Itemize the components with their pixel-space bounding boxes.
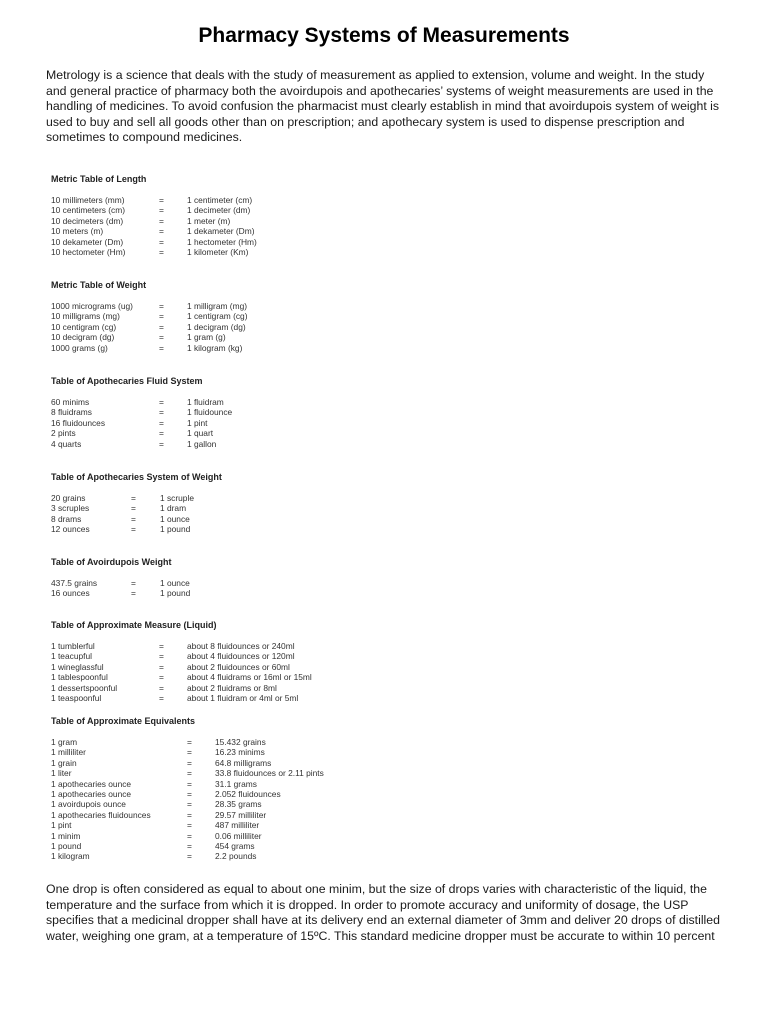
table-approximate-measure	[51, 619, 312, 703]
equivalent-value: 1 decigram (dg)	[187, 321, 246, 332]
unit-quantity: 10 decimeters (dm)	[51, 215, 124, 226]
unit-quantity: 1 apothecaries ounce	[51, 788, 132, 799]
equivalent-value: 33.8 fluidounces or 2.11 pints	[215, 768, 324, 779]
equivalent-value: 31.1 grams	[215, 778, 257, 789]
table-rows	[51, 493, 222, 535]
equals-sign: =	[187, 788, 192, 799]
unit-quantity: 4 quarts	[51, 438, 82, 449]
equivalent-value: about 2 fluidrams or 8ml	[187, 682, 277, 693]
unit-quantity: 1 tablespoonful	[51, 672, 108, 683]
table-row	[51, 809, 267, 820]
equivalent-value: 1 decimeter (dm)	[187, 205, 251, 216]
unit-quantity: 10 dekameter (Dm)	[51, 236, 124, 247]
equivalent-value: 15.432 grains	[215, 737, 266, 747]
unit-quantity: 1 kilogram	[51, 851, 90, 862]
equivalent-value: 454 grams	[215, 840, 255, 851]
equivalent-value: 64.8 milligrams	[215, 757, 272, 768]
equals-sign: =	[187, 830, 192, 841]
table-apothecaries-weight	[51, 471, 222, 535]
equals-sign: =	[159, 682, 164, 693]
equivalent-value: about 4 fluidounces or 120ml	[187, 651, 295, 662]
table-apothecaries-fluid	[51, 375, 233, 449]
table-row	[51, 503, 222, 513]
table-row	[51, 830, 262, 841]
equivalent-value: 1 kilometer (Km)	[187, 246, 249, 257]
unit-quantity: 1 liter	[51, 768, 72, 779]
equals-sign: =	[159, 428, 164, 439]
table-title: Metric Table of Weight	[51, 280, 147, 290]
unit-quantity: 1 tumblerful	[51, 641, 95, 651]
table-row	[51, 524, 222, 534]
equivalent-value: 1 ounce	[160, 513, 190, 524]
table-row	[51, 747, 265, 758]
table-row	[51, 417, 208, 428]
equals-sign: =	[131, 588, 136, 599]
unit-quantity: 20 grains	[51, 493, 86, 503]
equals-sign: =	[159, 205, 164, 216]
table-row	[51, 578, 190, 588]
table-title: Table of Apothecaries Fluid System	[51, 376, 203, 386]
unit-quantity: 1 apothecaries ounce	[51, 778, 132, 789]
equivalent-value: 1 meter (m)	[187, 215, 231, 226]
unit-quantity: 10 decigram (dg)	[51, 332, 115, 343]
equivalent-value: 2.052 fluidounces	[215, 788, 281, 799]
equivalent-value: 1 gram (g)	[187, 332, 226, 343]
unit-quantity: 8 fluidrams	[51, 407, 92, 418]
table-row	[51, 840, 255, 851]
table-row	[51, 641, 295, 651]
table-row	[51, 321, 246, 332]
unit-quantity: 8 drams	[51, 513, 82, 524]
table-row	[51, 651, 295, 662]
table-title: Table of Avoirdupois Weight	[51, 557, 172, 567]
unit-quantity: 1 avoirdupois ounce	[51, 799, 126, 810]
equals-sign: =	[131, 578, 136, 588]
unit-quantity: 10 millimeters (mm)	[51, 195, 125, 205]
equivalent-value: 1 centigram (cg)	[187, 311, 248, 322]
table-row	[51, 397, 224, 407]
equals-sign: =	[131, 493, 136, 503]
equals-sign: =	[159, 236, 164, 247]
equals-sign: =	[159, 342, 164, 353]
dropper-paragraph: One drop is often considered as equal to about one minim, but the size of drops varies with characteristic of the liquid, the temperature and the surface from which it is dropped. In order to promote accuracy and uniformity of dosage, the USP specifies that a medicinal dropper shall have at its delivery end an external diameter of 3mm and deliver 20 drops of distilled water, weighing one gram, at a temperature of 15ºC. This standard medicine dropper must be accurate to within 10 percent	[46, 882, 720, 943]
table-title: Table of Apothecaries System of Weight	[51, 472, 222, 482]
table-row	[51, 342, 243, 353]
unit-quantity: 16 ounces	[51, 588, 90, 599]
equals-sign: =	[159, 417, 164, 428]
equals-sign: =	[187, 799, 192, 810]
unit-quantity: 16 fluidounces	[51, 417, 106, 428]
equals-sign: =	[159, 692, 164, 703]
equals-sign: =	[159, 311, 164, 322]
table-row	[51, 799, 262, 810]
table-rows	[51, 195, 257, 257]
table-row	[51, 332, 226, 343]
equivalent-value: about 1 fluidram or 4ml or 5ml	[187, 692, 299, 703]
table-row	[51, 737, 266, 747]
table-rows	[51, 301, 248, 353]
equals-sign: =	[131, 503, 136, 514]
table-metric-length	[51, 173, 257, 257]
table-row	[51, 778, 257, 789]
unit-quantity: 10 milligrams (mg)	[51, 311, 120, 322]
table-row	[51, 672, 312, 683]
table-row	[51, 692, 299, 703]
unit-quantity: 1 teacupful	[51, 651, 92, 662]
table-row	[51, 820, 260, 831]
equivalent-value: 1 fluidram	[187, 397, 224, 407]
equals-sign: =	[159, 321, 164, 332]
equals-sign: =	[159, 215, 164, 226]
table-row	[51, 311, 248, 322]
equals-sign: =	[131, 524, 136, 535]
equivalent-value: 16.23 minims	[215, 747, 265, 758]
equals-sign: =	[159, 397, 164, 407]
equals-sign: =	[187, 851, 192, 862]
unit-quantity: 10 centigram (cg)	[51, 321, 117, 332]
equals-sign: =	[159, 195, 164, 205]
table-rows	[51, 397, 233, 449]
unit-quantity: 10 hectometer (Hm)	[51, 246, 126, 257]
table-row	[51, 428, 214, 439]
unit-quantity: 1 grain	[51, 757, 77, 768]
unit-quantity: 1 teaspoonful	[51, 692, 102, 703]
table-row	[51, 236, 257, 247]
equivalent-value: 1 fluidounce	[187, 407, 233, 418]
table-row	[51, 493, 222, 503]
unit-quantity: 1000 micrograms (ug)	[51, 301, 133, 311]
equivalent-value: 2.2 pounds	[215, 851, 257, 862]
table-row	[51, 215, 231, 226]
equivalent-value: 1 pound	[160, 588, 191, 599]
equivalent-value: 1 kilogram (kg)	[187, 342, 243, 353]
equivalent-value: 1 dram	[160, 503, 187, 514]
equals-sign: =	[187, 778, 192, 789]
unit-quantity: 12 ounces	[51, 524, 90, 535]
table-row	[51, 301, 248, 311]
equivalent-value: 1 milligram (mg)	[187, 301, 248, 311]
table-title: Table of Approximate Measure (Liquid)	[51, 620, 217, 630]
equivalent-value: about 4 fluidrams or 16ml or 15ml	[187, 672, 312, 683]
equals-sign: =	[159, 407, 164, 418]
table-row	[51, 788, 281, 799]
equivalent-value: 1 gallon	[187, 438, 217, 449]
unit-quantity: 437.5 grains	[51, 578, 98, 588]
table-row	[51, 768, 324, 779]
equivalent-value: 1 pint	[187, 417, 208, 428]
equivalent-value: 1 quart	[187, 428, 214, 439]
table-row	[51, 407, 233, 418]
equivalent-value: 1 dekameter (Dm)	[187, 226, 255, 237]
equals-sign: =	[159, 651, 164, 662]
equivalent-value: 28.35 grams	[215, 799, 262, 810]
table-row	[51, 195, 253, 205]
table-title: Metric Table of Length	[51, 174, 147, 184]
equivalent-value: about 2 fluidounces or 60ml	[187, 661, 290, 672]
equals-sign: =	[159, 301, 164, 311]
equals-sign: =	[159, 226, 164, 237]
table-row	[51, 246, 249, 257]
unit-quantity: 1 apothecaries fluidounces	[51, 809, 151, 820]
equals-sign: =	[187, 768, 192, 779]
equivalent-value: 1 scruple	[160, 493, 194, 503]
unit-quantity: 3 scruples	[51, 503, 90, 514]
unit-quantity: 10 meters (m)	[51, 226, 104, 237]
unit-quantity: 10 centimeters (cm)	[51, 205, 125, 216]
equals-sign: =	[159, 332, 164, 343]
intro-paragraph: Metrology is a science that deals with the study of measurement as applied to extension, volume and weight. In the study and general practice of pharmacy both the avoirdupois and apothecaries’ systems of weight measurements are used in the handling of medicines. To avoid confusion the pharmacist must clearly establish in mind that avoirdupois system of weight is used to buy and sell all goods other than on prescription; and apothecary system is used to dispense prescription and sometimes to compound medicines.	[46, 68, 720, 145]
page-title: Pharmacy Systems of Measurements	[198, 24, 570, 47]
unit-quantity: 1 dessertspoonful	[51, 682, 118, 693]
unit-quantity: 1 pound	[51, 840, 82, 851]
unit-quantity: 1000 grams (g)	[51, 342, 108, 353]
unit-quantity: 1 pint	[51, 820, 72, 831]
table-row	[51, 661, 290, 672]
equivalent-value: about 8 fluidounces or 240ml	[187, 641, 295, 651]
unit-quantity: 60 minims	[51, 397, 90, 407]
table-avoirdupois-weight	[51, 556, 191, 599]
equals-sign: =	[131, 513, 136, 524]
equivalent-value: 487 milliliter	[215, 820, 260, 831]
equivalent-value: 1 ounce	[160, 578, 190, 588]
equals-sign: =	[187, 747, 192, 758]
table-metric-weight	[51, 279, 248, 353]
table-row	[51, 438, 217, 449]
table-row	[51, 514, 222, 524]
unit-quantity: 1 milliliter	[51, 747, 86, 758]
equals-sign: =	[159, 661, 164, 672]
equivalent-value: 29.57 milliliter	[215, 809, 267, 820]
unit-quantity: 1 gram	[51, 737, 78, 747]
table-row	[51, 851, 257, 862]
equals-sign: =	[159, 438, 164, 449]
table-rows	[51, 578, 191, 599]
equivalent-value: 1 pound	[160, 524, 191, 535]
table-row	[51, 757, 272, 768]
unit-quantity: 2 pints	[51, 428, 76, 439]
equals-sign: =	[187, 820, 192, 831]
table-approximate-equivalents	[51, 715, 324, 862]
table-row	[51, 205, 251, 216]
equals-sign: =	[159, 672, 164, 683]
table-rows	[51, 737, 324, 862]
equals-sign: =	[159, 641, 164, 651]
table-rows	[51, 641, 312, 703]
unit-quantity: 1 wineglassful	[51, 661, 104, 672]
table-title: Table of Approximate Equivalents	[51, 716, 196, 726]
unit-quantity: 1 minim	[51, 830, 81, 841]
equals-sign: =	[159, 246, 164, 257]
equals-sign: =	[187, 757, 192, 768]
table-row	[51, 226, 255, 237]
equals-sign: =	[187, 737, 192, 747]
equivalent-value: 1 hectometer (Hm)	[187, 236, 257, 247]
equals-sign: =	[187, 840, 192, 851]
table-row	[51, 682, 277, 693]
equals-sign: =	[187, 809, 192, 820]
equivalent-value: 0.06 milliliter	[215, 830, 262, 841]
table-row	[51, 588, 191, 599]
equivalent-value: 1 centimeter (cm)	[187, 195, 253, 205]
